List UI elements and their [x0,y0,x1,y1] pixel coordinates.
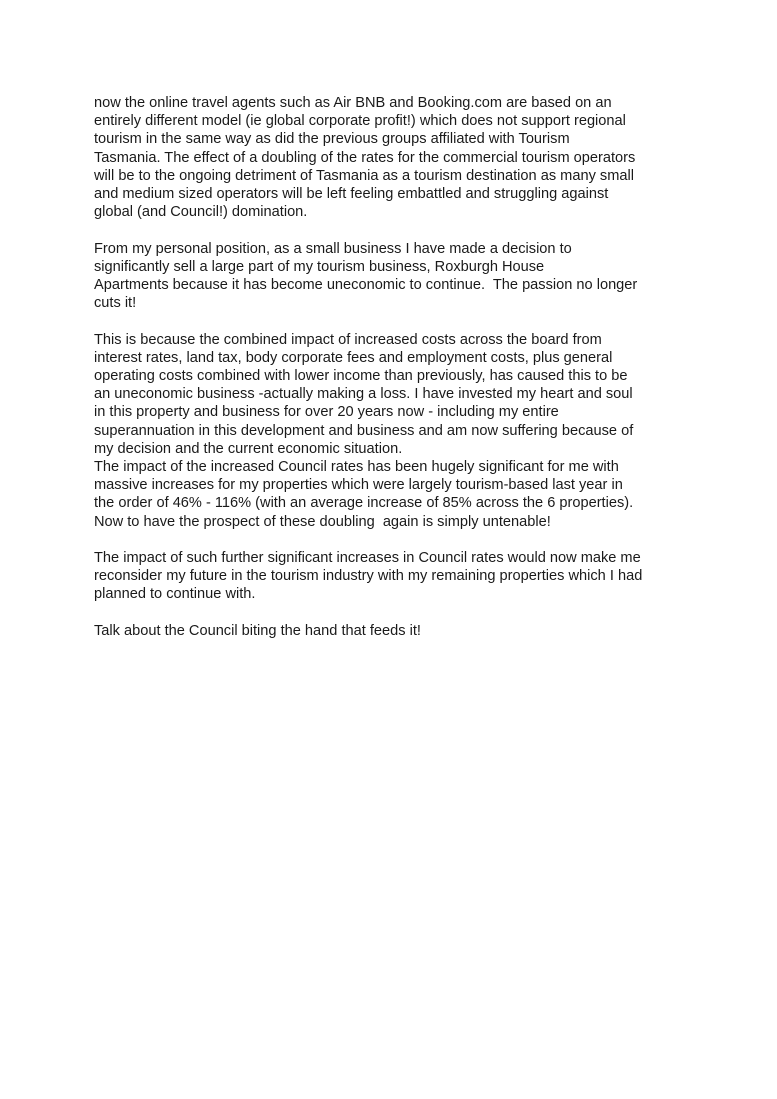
paragraph-closing-remark [94,622,714,640]
text-line: cuts it! [94,295,137,312]
text-line: the order of 46% - 116% (with an average increase of 85% across the 6 properties). [94,495,634,512]
text-line: This is because the combined impact of increased costs across the board from [94,331,602,348]
text-line: entirely different model (ie global corporate profit!) which does not support regional [94,113,626,130]
text-line: now the online travel agents such as Air BNB and Booking.com are based on an [94,95,612,111]
paragraph-personal-position [94,240,714,313]
text-line: Tasmania. The effect of a doubling of the rates for the commercial tourism operators [94,149,636,166]
text-line: an uneconomic business -actually making a loss. I have invested my heart and soul [94,386,633,403]
text-line: From my personal position, as a small business I have made a decision to [94,240,572,257]
document-body [94,94,714,658]
paragraph-reconsider-future [94,549,714,604]
text-line: The impact of the increased Council rates has been hugely significant for me with [94,459,619,476]
text-line: global (and Council!) domination. [94,204,308,221]
text-line: reconsider my future in the tourism industry with my remaining properties which I had [94,568,643,585]
paragraph-online-travel-agents [94,94,714,221]
paragraph-combined-impact [94,331,714,458]
text-line: significantly sell a large part of my tourism business, Roxburgh House [94,258,545,275]
paragraph-council-rates-impact [94,458,714,531]
text-line: superannuation in this development and business and am now suffering because of [94,422,634,439]
text-line: in this property and business for over 20 years now - including my entire [94,404,559,421]
text-line: planned to continue with. [94,586,256,603]
text-line: my decision and the current economic situation. [94,440,403,457]
text-line: and medium sized operators will be left feeling embattled and struggling against [94,186,609,203]
text-line: Apartments because it has become uneconomic to continue. The passion no longer [94,277,638,294]
text-line: tourism in the same way as did the previous groups affiliated with Tourism [94,131,570,148]
text-line: will be to the ongoing detriment of Tasmania as a tourism destination as many small [94,167,634,184]
text-line: Now to have the prospect of these doubling again is simply untenable! [94,513,551,530]
text-line: The impact of such further significant increases in Council rates would now make me [94,550,641,567]
text-line: interest rates, land tax, body corporate fees and employment costs, plus general [94,349,613,366]
text-line: operating costs combined with lower income than previously, has caused this to be [94,368,628,385]
text-line: massive increases for my properties which were largely tourism-based last year in [94,477,623,494]
text-line: Talk about the Council biting the hand that feeds it! [94,622,421,639]
